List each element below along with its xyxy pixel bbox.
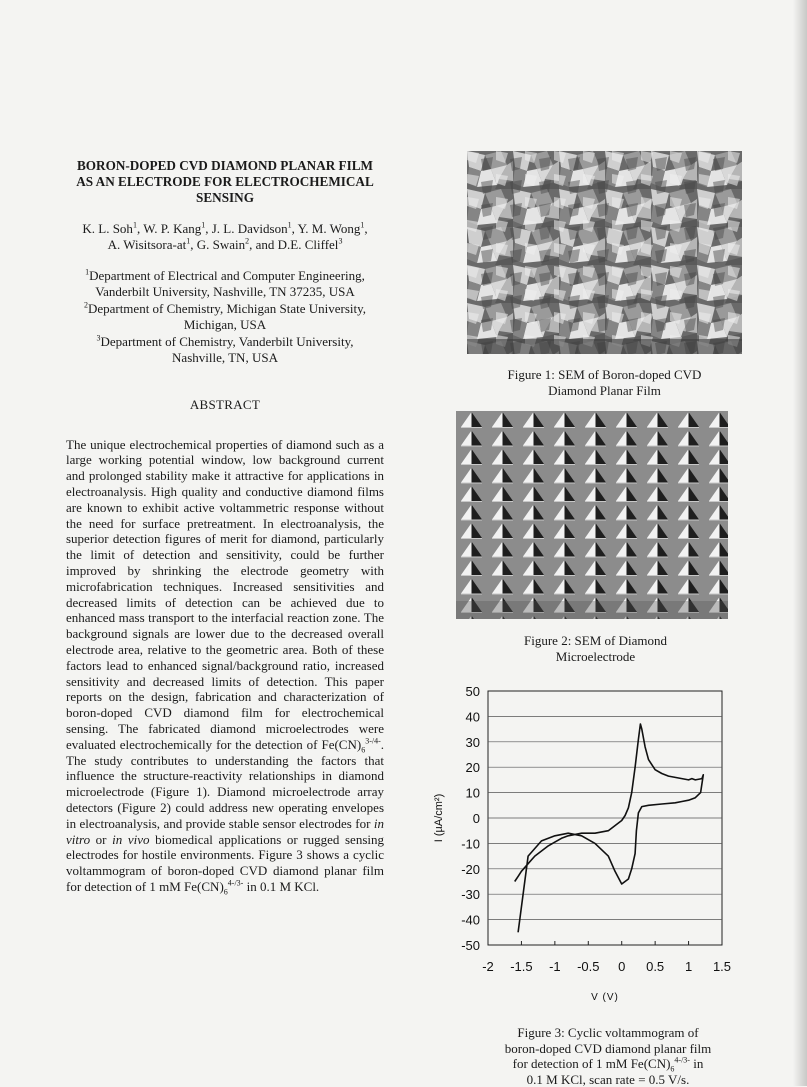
- figure-1-caption: [467, 367, 742, 398]
- x-tick-label: 0: [618, 959, 625, 974]
- x-tick-label: -0.5: [577, 959, 599, 974]
- author-name: ,: [364, 221, 367, 236]
- caption-line: 0.1 M KCl, scan rate = 0.5 V/s.: [468, 1072, 748, 1087]
- figure-1-sem-image: [467, 151, 742, 354]
- figure-2-caption: [458, 633, 733, 664]
- y-tick-label: 0: [473, 811, 480, 826]
- y-tick-label: 30: [466, 735, 480, 750]
- scan-edge-shadow: [793, 0, 807, 1086]
- abstract-italic: in vitro: [66, 816, 384, 847]
- caption-text: for detection of 1 mM Fe(CN): [513, 1056, 671, 1071]
- affiliation-line: Department of Electrical and Computer Engineering,: [89, 268, 365, 283]
- figure-2-sem-image: [456, 411, 728, 619]
- author-sup: 1: [288, 220, 292, 229]
- author-line: [66, 237, 384, 254]
- abstract-text: biomedical applications or rugged sensing electrodes for hostile environments. Figure 3 shows a cyclic voltammogram of boron-doped CVD diamond planar film for detection of 1 mM Fe(CN): [66, 832, 384, 894]
- affiliation-line: Vanderbilt University, Nashville, TN 37235, USA: [66, 284, 384, 301]
- abstract-body: [66, 437, 384, 895]
- x-tick-label: 1.5: [713, 959, 731, 974]
- abstract-heading: ABSTRACT: [66, 397, 384, 413]
- figure-3-chart: [420, 675, 760, 1005]
- caption-sup: 4-/3-: [674, 1056, 690, 1065]
- author-sup: 1: [186, 237, 190, 246]
- author-name: , G. Swain: [190, 237, 245, 252]
- caption-line: Diamond Planar Film: [467, 383, 742, 399]
- caption-line: Figure 1: SEM of Boron-doped CVD: [467, 367, 742, 383]
- affiliation-sup: 3: [97, 333, 101, 342]
- cv-chart-svg: [420, 675, 760, 1005]
- sem-array-graphic: [456, 411, 728, 619]
- author-name: K. L. Soh: [82, 221, 133, 236]
- y-tick-label: -40: [461, 913, 480, 928]
- author-list: [66, 221, 384, 254]
- abstract-text: The unique electrochemical properties of diamond such as a large working potential window, low background current and prolonged stability make it attractive for applications in electroanalysis. High quality and conductive diamond films are known to exhibit active voltammetric response without the need for surface pretreatment. In electroanalysis, the superior detection figures of merit for diamond, particularly the limit of detection and sensitivity, could be further improved by shrinking the electrode geometry with microfabrication techniques. Increased sensitivities and decreased limits of detection can be achieved due to enhanced mass transport to the interfacial reaction zone. The background signals are lower due to the decreased overall electrode area, relative to the geometric area. Both of these factors lead to enhanced signal/background ratio, increased sensitivity and decreased limits of detection. This paper reports on the design, fabrication and characterization of boron-doped CVD diamond film for electrochemical sensing. The fabricated diamond microelectrodes were evaluated electrochemically for the detection of Fe(CN): [66, 437, 384, 752]
- abstract-text: . The study contributes to understanding the factors that influence the structure-reactivity relationships in diamond microelectrode (Figure 1). Diamond microelectrode array detectors (Figure 2) could address new operating envelopes in electroanalysis, and provide stable sensor electrodes for: [66, 737, 384, 831]
- abstract-sup: 4-/3-: [228, 879, 244, 888]
- abstract-sub: 6: [224, 888, 228, 897]
- y-tick-label: 50: [466, 684, 480, 699]
- y-tick-label: -20: [461, 862, 480, 877]
- caption-sub: 6: [670, 1065, 674, 1074]
- y-tick-label: 10: [466, 786, 480, 801]
- author-name: , W. P. Kang: [137, 221, 201, 236]
- left-column: [66, 158, 384, 895]
- affiliations: [66, 268, 384, 367]
- y-tick-label: -10: [461, 836, 480, 851]
- y-tick-label: -30: [461, 887, 480, 902]
- caption-text: in: [690, 1056, 703, 1071]
- figure-3-caption: [468, 1025, 748, 1087]
- title-line: SENSING: [66, 190, 384, 206]
- author-sup: 1: [133, 220, 137, 229]
- author-name: , and D.E. Cliffel: [249, 237, 338, 252]
- affiliation-line: Department of Chemistry, Vanderbilt University,: [101, 334, 354, 349]
- affiliation-line: Nashville, TN, USA: [66, 350, 384, 367]
- y-tick-label: 40: [466, 709, 480, 724]
- x-tick-label: -1.5: [510, 959, 532, 974]
- affiliation-sup: 1: [85, 267, 89, 276]
- sem-film-graphic: [467, 151, 742, 354]
- abstract-text: or: [90, 832, 112, 847]
- abstract-sup: 3-/4-: [365, 736, 381, 745]
- affiliation-line: Michigan, USA: [66, 317, 384, 334]
- x-tick-label: 1: [685, 959, 692, 974]
- caption-line: boron-doped CVD diamond planar film: [468, 1041, 748, 1057]
- affiliation: [66, 301, 384, 318]
- author-name: A. Wisitsora-at: [108, 237, 187, 252]
- affiliation: [66, 268, 384, 285]
- author-sup: 2: [245, 237, 249, 246]
- paper-title: [66, 158, 384, 207]
- author-sup: 1: [201, 220, 205, 229]
- x-tick-label: 0.5: [646, 959, 664, 974]
- caption-line: [468, 1056, 748, 1072]
- author-name: , J. L. Davidson: [205, 221, 287, 236]
- x-tick-label: -1: [549, 959, 561, 974]
- author-sup: 1: [360, 220, 364, 229]
- title-line: AS AN ELECTRODE FOR ELECTROCHEMICAL: [66, 174, 384, 190]
- author-sup: 3: [338, 237, 342, 246]
- caption-line: Figure 2: SEM of Diamond: [458, 633, 733, 649]
- cv-curve: [515, 724, 704, 932]
- author-line: [66, 221, 384, 238]
- author-name: , Y. M. Wong: [292, 221, 361, 236]
- y-tick-label: 20: [466, 760, 480, 775]
- abstract-italic: in vivo: [112, 832, 149, 847]
- affiliation-sup: 2: [84, 300, 88, 309]
- affiliation: [66, 334, 384, 351]
- title-line: BORON-DOPED CVD DIAMOND PLANAR FILM: [66, 158, 384, 174]
- y-axis-label: I (µA/cm²): [433, 794, 445, 843]
- x-axis-label: V (V): [591, 992, 619, 1003]
- affiliation-line: Department of Chemistry, Michigan State University,: [88, 301, 366, 316]
- y-tick-label: -50: [461, 938, 480, 953]
- x-tick-label: -2: [482, 959, 494, 974]
- caption-line: Microelectrode: [458, 649, 733, 665]
- caption-line: Figure 3: Cyclic voltammogram of: [468, 1025, 748, 1041]
- abstract-text: in 0.1 M KCl.: [243, 879, 319, 894]
- abstract-sub: 6: [361, 745, 365, 754]
